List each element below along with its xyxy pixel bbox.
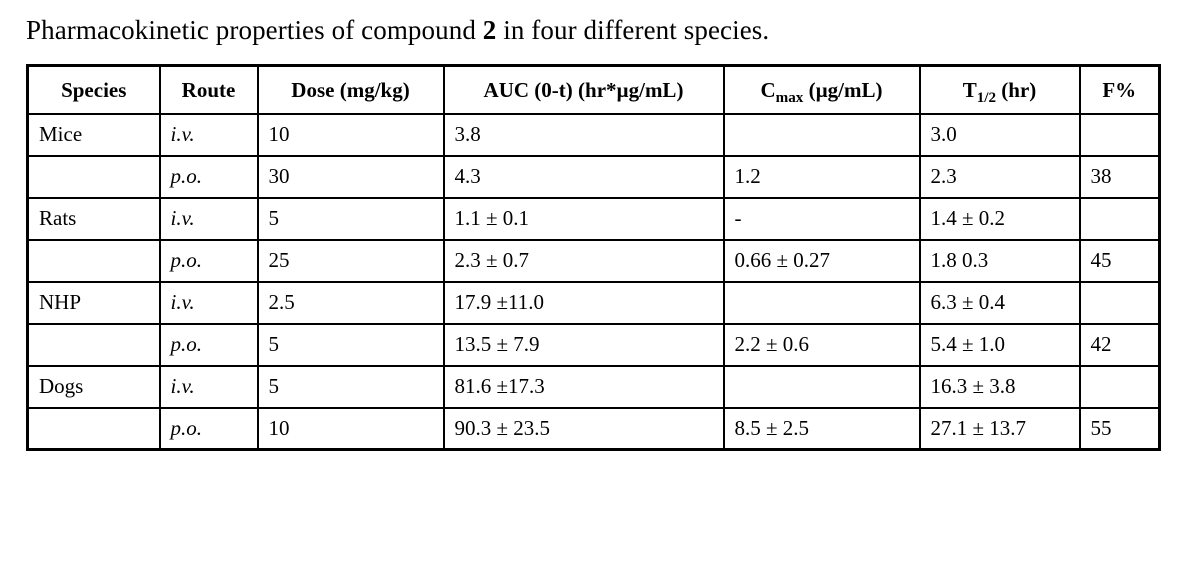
cell-species <box>28 324 160 366</box>
column-header-species: Species <box>28 66 160 114</box>
cell-bioavailability: 38 <box>1080 156 1160 198</box>
cell-thalf: 27.1 ± 13.7 <box>920 408 1080 450</box>
column-header-bioavailability: F% <box>1080 66 1160 114</box>
cell-bioavailability: 55 <box>1080 408 1160 450</box>
cell-dose: 10 <box>258 114 444 156</box>
cell-species <box>28 240 160 282</box>
table-header-row <box>28 66 1160 114</box>
column-header-dose: Dose (mg/kg) <box>258 66 444 114</box>
table-body <box>28 114 1160 450</box>
cell-cmax: - <box>724 198 920 240</box>
cell-dose: 25 <box>258 240 444 282</box>
table-caption <box>26 14 1163 46</box>
cell-bioavailability: 42 <box>1080 324 1160 366</box>
cell-auc: 4.3 <box>444 156 724 198</box>
cell-route: p.o. <box>160 408 258 450</box>
thalf-subscript: 1/2 <box>976 89 997 106</box>
cell-cmax <box>724 282 920 324</box>
cell-dose: 10 <box>258 408 444 450</box>
table-header-row-group <box>28 66 1160 114</box>
table-row <box>28 114 1160 156</box>
cell-route: p.o. <box>160 156 258 198</box>
cell-auc: 81.6 ±17.3 <box>444 366 724 408</box>
cell-thalf: 6.3 ± 0.4 <box>920 282 1080 324</box>
cell-cmax <box>724 114 920 156</box>
cell-bioavailability: 45 <box>1080 240 1160 282</box>
table-row <box>28 408 1160 450</box>
cell-thalf: 1.4 ± 0.2 <box>920 198 1080 240</box>
cell-species <box>28 156 160 198</box>
caption-compound-number: 2 <box>482 15 497 45</box>
cell-bioavailability <box>1080 114 1160 156</box>
cell-route: i.v. <box>160 114 258 156</box>
cell-auc: 1.1 ± 0.1 <box>444 198 724 240</box>
cell-species: Dogs <box>28 366 160 408</box>
cell-bioavailability <box>1080 198 1160 240</box>
cell-route: p.o. <box>160 240 258 282</box>
cmax-subscript: max <box>775 89 804 106</box>
cell-thalf: 5.4 ± 1.0 <box>920 324 1080 366</box>
cell-route: i.v. <box>160 366 258 408</box>
pharmacokinetics-table <box>26 64 1161 451</box>
cell-auc: 2.3 ± 0.7 <box>444 240 724 282</box>
column-header-thalf <box>920 66 1080 114</box>
cell-species: Rats <box>28 198 160 240</box>
cell-cmax: 2.2 ± 0.6 <box>724 324 920 366</box>
table-row <box>28 324 1160 366</box>
cell-dose: 30 <box>258 156 444 198</box>
cmax-main: C <box>760 77 776 102</box>
cell-thalf: 1.8 0.3 <box>920 240 1080 282</box>
cell-species <box>28 408 160 450</box>
cell-route: i.v. <box>160 198 258 240</box>
cell-route: p.o. <box>160 324 258 366</box>
cell-cmax: 1.2 <box>724 156 920 198</box>
cell-dose: 2.5 <box>258 282 444 324</box>
cell-thalf: 16.3 ± 3.8 <box>920 366 1080 408</box>
cell-bioavailability <box>1080 366 1160 408</box>
cell-dose: 5 <box>258 366 444 408</box>
cell-cmax: 8.5 ± 2.5 <box>724 408 920 450</box>
cell-species: NHP <box>28 282 160 324</box>
table-row <box>28 366 1160 408</box>
cell-auc: 3.8 <box>444 114 724 156</box>
caption-text-before: Pharmacokinetic properties of compound <box>26 15 483 45</box>
cell-thalf: 3.0 <box>920 114 1080 156</box>
cell-auc: 13.5 ± 7.9 <box>444 324 724 366</box>
table-row <box>28 156 1160 198</box>
cell-route: i.v. <box>160 282 258 324</box>
table-row <box>28 240 1160 282</box>
column-header-route: Route <box>160 66 258 114</box>
cmax-unit: (µg/mL) <box>803 77 883 102</box>
table-row <box>28 198 1160 240</box>
table-row <box>28 282 1160 324</box>
cell-cmax: 0.66 ± 0.27 <box>724 240 920 282</box>
cell-auc: 90.3 ± 23.5 <box>444 408 724 450</box>
cell-auc: 17.9 ±11.0 <box>444 282 724 324</box>
thalf-unit: (hr) <box>996 77 1037 102</box>
column-header-cmax <box>724 66 920 114</box>
thalf-main: T <box>962 77 977 102</box>
cell-dose: 5 <box>258 198 444 240</box>
caption-text-after: in four different species. <box>496 15 770 45</box>
cell-cmax <box>724 366 920 408</box>
cell-bioavailability <box>1080 282 1160 324</box>
cell-thalf: 2.3 <box>920 156 1080 198</box>
column-header-auc: AUC (0-t) (hr*µg/mL) <box>444 66 724 114</box>
cell-species: Mice <box>28 114 160 156</box>
cell-dose: 5 <box>258 324 444 366</box>
